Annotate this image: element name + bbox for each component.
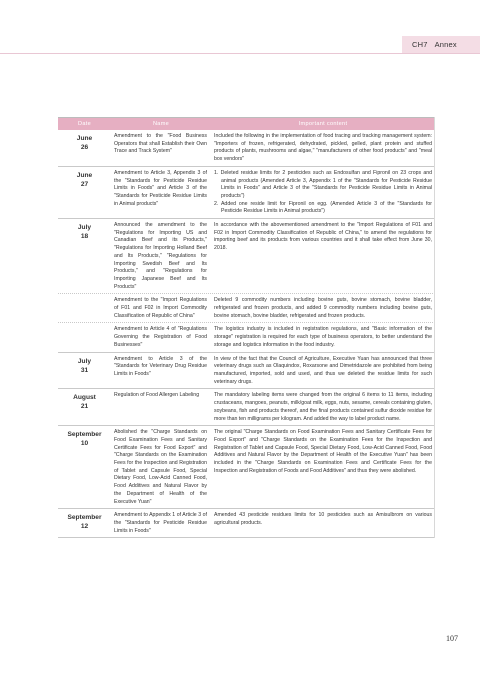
content-paragraph: Included the following in the implementation of food tracing and tracking management system: "Importers of frozen, refrigerated, dehydrated, pickled, gelled, plant protein and stuffed products of plants, mushrooms and algae," "manufacturers of other food products" and "meal box vendors"	[214, 133, 432, 163]
content-paragraph: The mandatory labeling items were changed from the original 6 items to 11 items, including crustaceans, mangoes, peanuts, milk/goat milk, eggs, nuts, sesame, cereals containing gluten, soybeans, fish and products thereof, and the final products contained sulfur dioxide residue for more than ten milligrams per kilogram. And added the way to label product name.	[214, 392, 432, 422]
content-paragraph: 1. Deleted residue limits for 2 pesticides such as Endosulfan and Fipronil on 23 crops and animal products (Amended Article 3, Appendix 1 of the "Standards for Pesticide Residue Limits in Foods" and Article 3 of the "Standards for Pesticide Residue Limits in Animal products")	[214, 169, 432, 199]
date-month: June	[76, 135, 93, 142]
chapter-number: CH7	[412, 40, 428, 49]
table-row	[58, 219, 435, 294]
table-row	[58, 389, 435, 426]
table-body	[58, 130, 435, 538]
date-day: 12	[80, 523, 89, 531]
date-day: 18	[80, 233, 89, 241]
row-content	[211, 426, 435, 508]
header-content: Important content	[298, 121, 348, 127]
row-content	[211, 323, 435, 351]
row-date	[58, 219, 111, 293]
date-month: September	[67, 514, 102, 522]
table-row	[58, 323, 435, 352]
row-content	[211, 294, 435, 322]
date-month: July	[77, 224, 92, 232]
page-number: 107	[446, 634, 458, 643]
row-name: Amendment to Article 3, Appendix 3 of the "Standards for Pesticide Residue Limits in Foods" and Article 3 of the "Standards for Pesticide Residue Limits in Animal products"	[114, 169, 207, 207]
table-row	[58, 509, 435, 538]
row-name: Abolished the "Charge Standards on Food Examination Fees and Sanitary Certificate Fees for Food Export" and "Charge Standards on the Examination Fees for the Inspection and Registration of Tablet and Capsule Food, Special Dietary Food, Low-Acid Canned Food, Food Additives and Natural Flavor by the Department of Health of the Executive Yuan"	[114, 429, 207, 505]
chapter-section: Annex	[434, 40, 457, 49]
row-name: Announced the amendment to the "Regulations for Importing US and Canadian Beef and its Products," "Regulations for Importing Holland Beef and Its Products," "Regulations for Importing Swedish Beef and Its Products," and "Regulations for Importing Japanese Beef and Its Products"	[114, 222, 207, 290]
row-name: Regulation of Food Allergen Labeling	[114, 392, 200, 399]
table-row	[58, 294, 435, 323]
row-date	[58, 323, 111, 351]
chapter-label	[402, 36, 480, 53]
date-day: 31	[80, 366, 89, 374]
row-name: Amendment to the "Import Regulations of F01 and F02 in Import Commodity Classification of Republic of China"	[114, 297, 207, 319]
row-content	[211, 389, 435, 425]
table-header-row	[58, 118, 435, 130]
content-paragraph: In view of the fact that the Council of Agriculture, Executive Yuan has announced that three veterinary drugs such as Olaquindox, Roxarsone and Dimetridazole are prohibited from being manufactured, imported, sold and used, and thus we deleted the residue limits for such veterinary drugs.	[214, 355, 432, 385]
content-paragraph: 2. Added one reside limit for Fipronil on egg. (Amended Article 3 of the "Standards for Pesticide Residue Limits in Animal products")	[214, 200, 432, 215]
content-paragraph: In accordance with the abovementioned amendment to the "Import Regulations of F01 and F02 in Import Commodity Classification of Republic of China," to amend the regulations for importing beef and its products from various countries and it shall take effect from June 30, 2018.	[214, 222, 432, 252]
page-header	[0, 0, 480, 66]
table-row	[58, 167, 435, 219]
row-content	[211, 353, 435, 389]
content-paragraph: The logistics industry is included in registration regulations, and "Basic information of the storage" registration is required for each type of business operators, to better understand the storage and logistics information in the food industry.	[214, 326, 432, 348]
row-name: Amendment to the "Food Business Operators that shall Establish their Own Trace and Track System"	[114, 133, 207, 155]
row-content	[211, 130, 435, 166]
table-row	[58, 426, 435, 509]
events-table	[58, 117, 435, 538]
row-date	[58, 353, 111, 389]
date-month: August	[73, 394, 96, 402]
row-name: Amendment to Article 4 of "Regulations Governing the Registration of Food Businesses"	[114, 326, 207, 348]
row-name: Amendment to Appendix 1 of Article 3 of the "Standards for Pesticide Residue Limits in Foods"	[114, 512, 207, 534]
content-paragraph: Deleted 9 commodity numbers including bovine guts, bovine stomach, bovine bladder, refrigerated and frozen products, and added 9 commodity numbers including bovine guts, bovine stomach, bovine bladder, refrigerated and frozen products.	[214, 297, 432, 319]
row-date	[58, 389, 111, 425]
row-date	[58, 294, 111, 322]
table-row	[58, 353, 435, 390]
date-day: 26	[80, 144, 89, 151]
row-date	[58, 509, 111, 537]
date-month: September	[67, 431, 102, 439]
row-content	[211, 219, 435, 293]
date-month: June	[76, 171, 93, 179]
row-content	[211, 167, 435, 218]
content-paragraph: The original "Charge Standards on Food Examination Fees and Sanitary Certificate Fees for Food Export" and "Charge Standards on the Examination Fees for the Inspection and Registration of Tablet and Capsule Food, Special Dietary Food, Low-Acid Canned Food, Food Additives and Natural Flavor by the Department of Health of the Executive Yuan" has been included in the "Charge Standards on Examination Fees and Certificate Fees for the Inspection and Registration of Foods and Food Additives" and thus they were abolished.	[214, 429, 432, 474]
row-date	[58, 167, 111, 218]
row-date	[58, 426, 111, 508]
row-name: Amendment to Article 3 of the "Standards for Veterinary Drug Residue Limits in Foods"	[114, 355, 207, 377]
date-day: 27	[80, 180, 89, 188]
table-row	[58, 130, 435, 167]
date-day: 21	[80, 403, 89, 411]
header-divider	[0, 53, 480, 54]
row-date	[58, 130, 111, 166]
header-name: Name	[152, 121, 170, 127]
header-date: Date	[77, 121, 92, 127]
right-rule	[434, 117, 435, 538]
date-day: 10	[80, 440, 89, 448]
content-paragraph: Amended 43 pesticide residues limits for 10 pesticides such as Amisulbrom on various agricultural products.	[214, 512, 432, 526]
date-month: July	[77, 357, 92, 365]
row-content	[211, 509, 435, 537]
